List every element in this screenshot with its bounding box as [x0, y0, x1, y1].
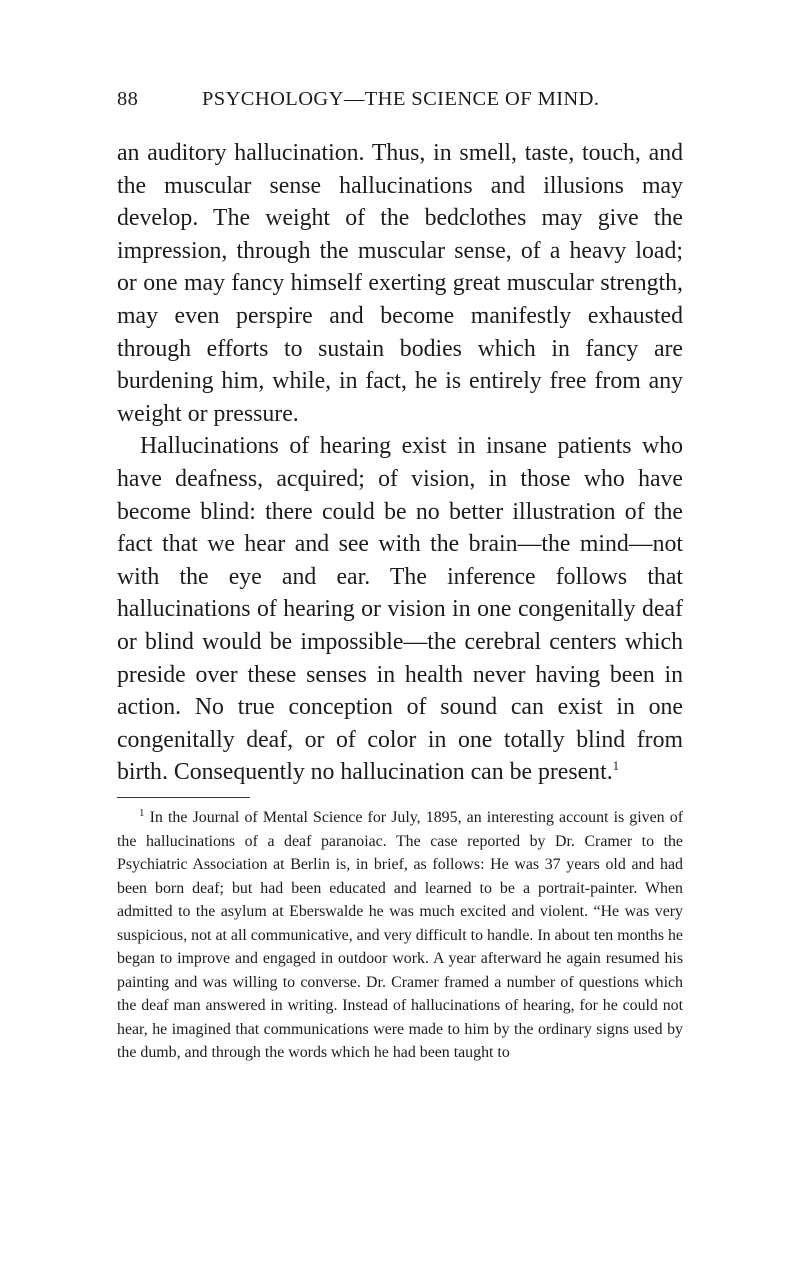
footnote-marker: 1	[139, 807, 145, 819]
page-number: 88	[117, 88, 139, 110]
running-head: PSYCHOLOGY—THE SCIENCE OF MIND.	[202, 88, 600, 110]
footnote-divider	[117, 797, 250, 798]
paragraph-1: an auditory hallucination. Thus, in smell, taste, touch, and the muscular sense hallucinations and illusions may develop. The weight of the bedclothes may give the impression, through the muscular sense, of a heavy load; or one may fancy himself exerting great muscular strength, may even perspire and become manifestly exhausted through efforts to sustain bodies which in fancy are burdening him, while, in fact, he is entirely free from any weight or pressure.	[117, 140, 683, 427]
paragraph-2-text: Hallucinations of hearing exist in insane patients who have deafness, acquired; of vision, in those who have become blind: there could be no better illustration of the fact that we hear and see with the brain—the mind—not with the eye and ear. The inference follows that hallucinations of hearing or vision in one congenitally deaf or blind would be impossible—the cerebral centers which preside over these senses in health never having been in action. No true conception of sound can exist in one congenitally deaf, or of color in one totally blind from birth. Consequently no hallucination can be present.	[117, 433, 683, 786]
footnote	[117, 806, 683, 1065]
footnote-reference: 1	[612, 758, 620, 774]
body-text	[117, 137, 683, 789]
footnote-text: In the Journal of Mental Science for July, 1895, an interesting account is given of the hallucinations of a deaf paranoiac. The case reported by Dr. Cramer to the Psychiatric Association at Berlin is, in brief, as follows: He was 37 years old and had been born deaf; but had been educated and learned to be a portrait-painter. When admitted to the asylum at Eberswalde he was much excited and violent. “He was very suspicious, not at all communicative, and very difficult to handle. In about ten months he began to improve and engaged in outdoor work. A year afterward he again resumed his painting and was willing to converse. Dr. Cramer framed a number of questions which the deaf man answered in writing. Instead of hallucinations of hearing, for he could not hear, he imagined that communications were made to him by the ordinary signs used by the dumb, and through the words which he had been taught to	[117, 809, 683, 1061]
paragraph-2	[117, 430, 683, 789]
page-header	[117, 88, 677, 122]
